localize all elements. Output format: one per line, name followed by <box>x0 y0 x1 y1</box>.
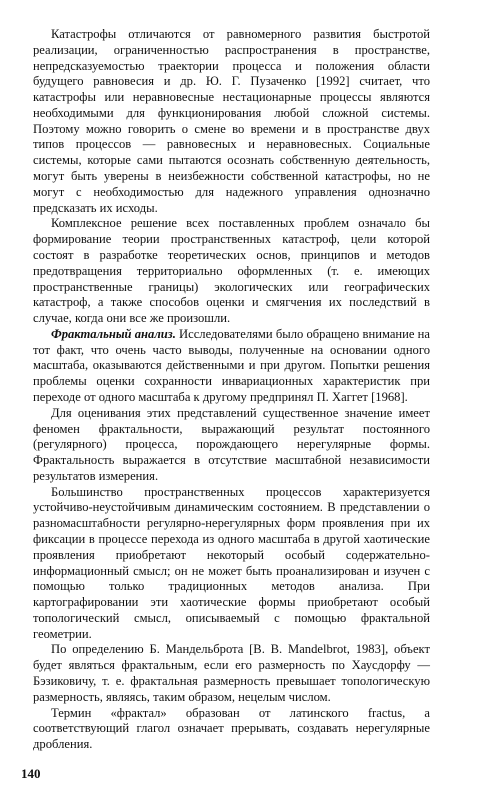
paragraph-fractal-analysis <box>33 327 430 406</box>
paragraph-text: Для оценивания этих представлений существенное значение имеет феномен фрактальности, выражающий результат постоянного (регулярного) процесса, порождающего нерегулярные формы. Фрактальность выражается в отсутствие масштабной независимости результатов измерения. <box>33 405 430 483</box>
paragraph-spatial-processes <box>33 485 430 643</box>
paragraph-complex-solution <box>33 216 430 326</box>
paragraph-catastrophes <box>33 27 430 216</box>
paragraph-text: Комплексное решение всех поставленных проблем означало бы формирование теории пространственных катастроф, цели которой состоят в разработке теоретических основ, принципов и методов предотвращения территориально оформленных (т. е. имеющих пространственные границы) экологических или географических катастроф, а также способов оценки и смягчения их последствий в случае, когда они все же произошли. <box>33 216 430 326</box>
section-subheading: Фрактальный анализ. <box>51 326 176 341</box>
paragraph-text: Термин «фрактал» образован от латинского fractus, а соответствующий глагол означает прерывать, создавать нерегулярные дробления. <box>33 705 430 752</box>
paragraph-fractality-phenomenon <box>33 406 430 485</box>
paragraph-text: По определению Б. Мандельброта [B. B. Mandelbrot, 1983], объект будет являться фрактальным, если его размерность по Хаусдорфу — Бэзиковичу, т. е. фрактальная размерность превышает топологическую размерность, являясь, таким образом, нецелым числом. <box>33 642 430 704</box>
paragraph-fractal-term <box>33 706 430 753</box>
paragraph-mandelbrot-definition <box>33 642 430 705</box>
page-number: 140 <box>21 766 41 781</box>
paragraph-text: Большинство пространственных процессов характеризуется устойчиво-неустойчивым динамическим состоянием. В представлении о разномасштабности регулярно-нерегулярных форм проявления при их фиксации в процессе перехода из одного масштаба в другой хаотические проявления приобретают некоторый особый содержательно-информационный смысл; он не может быть проанализирован и изучен с помощью только традиционных методов анализа. При картографировании эти хаотические формы приобретают особый топологический смысл, описываемый с помощью фрактальной геометрии. <box>33 484 430 641</box>
paragraph-text: Исследователями было обращено внимание на тот факт, что очень часто выводы, полученные на основании одного масштаба, оказываются действенными и при другом. Попытки решения проблемы оценки сохранности инвариационных характеристик при переходе от одного масштаба к другому предпринял П. Хаггет [1968]. <box>33 326 431 404</box>
paragraph-text: Катастрофы отличаются от равномерного развития быстротой реализации, ограниченностью распространения в пространстве, непредсказуемостью траектории процесса и положения области будущего равновесия и др. Ю. Г. Пузаченко [1992] считает, что катастрофы или неравновесные нестационарные процессы являются необходимыми для функционирования любой сложной системы. Поэтому можно говорить о смене во времени и в пространстве двух типов процессов — равновесных и неравновесных. Социальные системы, которые сами пытаются осознать собственную деятельность, могут быть уверены в неизбежности собственной катастрофы, но не могут с необходимостью для надежного управления однозначно предсказать их исходы. <box>33 27 430 215</box>
